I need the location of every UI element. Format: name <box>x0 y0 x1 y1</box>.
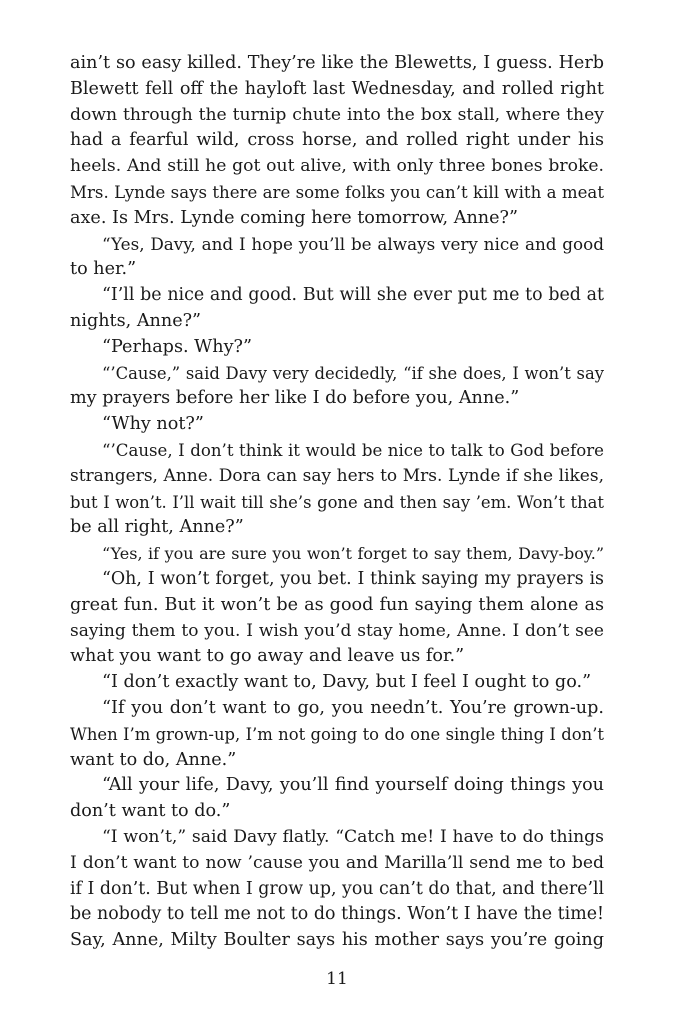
text-line: what you want to go away and leave us for.” <box>70 646 465 667</box>
text-line: I don’t want to now ’cause you and Marilla’ll send me to bed <box>70 852 604 873</box>
text-line: be nobody to tell me not to do things. Won’t I have the time! <box>70 904 604 925</box>
text-line: axe. Is Mrs. Lynde coming here tomorrow, Anne?” <box>70 207 518 228</box>
page-number: 11 <box>326 969 348 989</box>
text-line: “Why not?” <box>102 414 204 435</box>
text-line: “I’ll be nice and good. But will she ever put me to bed at <box>102 285 604 306</box>
text-line: but I won’t. I’ll wait till she’s gone and then say ’em. Won’t that <box>70 492 604 512</box>
text-line: ain’t so easy killed. They’re like the Blewetts, I guess. Herb <box>70 53 604 73</box>
text-line: want to do, Anne.” <box>70 749 237 770</box>
text-line: heels. And still he got out alive, with only three bones broke. <box>70 156 604 177</box>
text-line: strangers, Anne. Dora can say hers to Mrs. Lynde if she likes, <box>70 465 604 486</box>
text-line: “I don’t exactly want to, Davy, but I feel I ought to go.” <box>102 672 592 693</box>
text-line: “If you don’t want to go, you needn’t. You’re grown-up. <box>102 697 604 718</box>
text-line: When I’m grown-up, I’m not going to do one single thing I don’t <box>70 724 604 744</box>
text-line: “Oh, I won’t forget, you bet. I think saying my prayers is <box>102 568 604 589</box>
text-line: “’Cause, I don’t think it would be nice to talk to God before <box>102 440 604 460</box>
text-line: Mrs. Lynde says there are some folks you can’t kill with a meat <box>70 182 604 202</box>
body-text <box>70 51 604 954</box>
text-line: “Perhaps. Why?” <box>102 336 252 357</box>
text-line: had a fearful wild, cross horse, and rolled right under his <box>70 130 604 151</box>
text-line: if I don’t. But when I grow up, you can’t do that, and there’ll <box>70 878 605 899</box>
text-line: “All your life, Davy, you’ll find yourself doing things you <box>102 775 604 796</box>
text-line: be all right, Anne?” <box>70 517 244 538</box>
text-line: down through the turnip chute into the box stall, where they <box>70 104 604 125</box>
text-line: “’Cause,” said Davy very decidedly, “if she does, I won’t say <box>102 363 604 383</box>
text-line: “I won’t,” said Davy flatly. “Catch me! I have to do things <box>102 826 604 847</box>
text-line: my prayers before her like I do before you, Anne.” <box>70 388 520 409</box>
text-line: Say, Anne, Milty Boulter says his mother says you’re going <box>70 930 604 951</box>
text-line: “Yes, Davy, and I hope you’ll be always very nice and good <box>102 233 604 254</box>
text-line: Blewett fell off the hayloft last Wednesday, and rolled right <box>70 78 604 99</box>
text-line: “Yes, if you are sure you won’t forget to say them, Davy-boy.” <box>102 544 604 564</box>
text-line: to her.” <box>70 259 137 280</box>
text-line: saying them to you. I wish you’d stay home, Anne. I don’t see <box>70 620 604 641</box>
text-line: nights, Anne?” <box>70 310 202 331</box>
text-line: great fun. But it won’t be as good fun saying them alone as <box>70 594 604 615</box>
text-line: don’t want to do.” <box>70 801 231 822</box>
